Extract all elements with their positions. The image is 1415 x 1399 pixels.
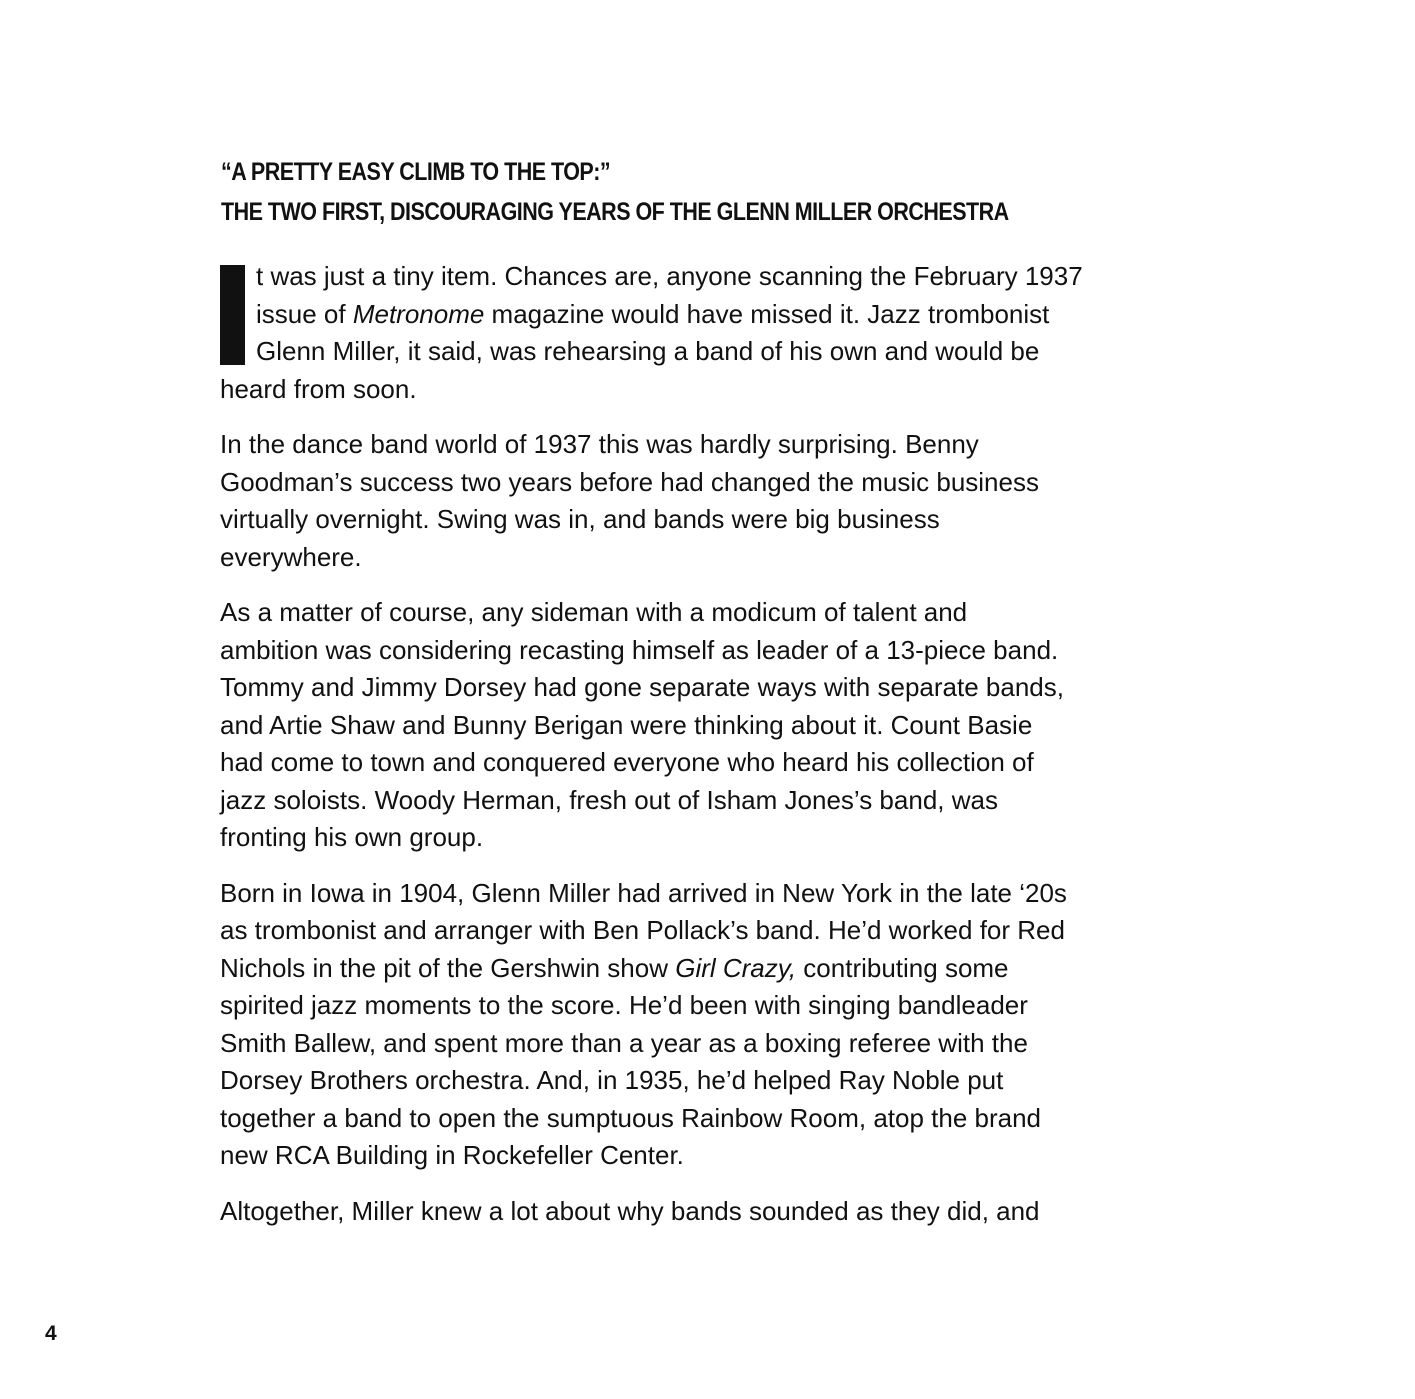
paragraph-3-line: and Artie Shaw and Bunny Berigan were thinking about it. Count Basie [220, 709, 1033, 740]
paragraph-2-line: In the dance band world of 1937 this was hardly surprising. Benny [220, 429, 979, 459]
paragraph-3 [220, 594, 1240, 857]
paragraph-4-line-4: spirited jazz moments to the score. He’d been with singing bandleader [220, 990, 1028, 1020]
paragraph-4 [220, 875, 1240, 1175]
paragraph-5 [220, 1193, 1240, 1231]
paragraph-2 [220, 426, 1240, 576]
paragraph-1-line-3: Glenn Miller, it said, was rehearsing a band of his own and would be [256, 336, 1040, 366]
paragraph-5-line-1: Altogether, Miller knew a lot about why bands sounded as they did, and [220, 1195, 1040, 1226]
paragraph-2-line: everywhere. [220, 541, 362, 572]
paragraph-4-line-2: as trombonist and arranger with Ben Pollack’s band. He’d worked for Red [220, 915, 1065, 945]
paragraph-1 [220, 258, 1240, 408]
girl-crazy-title: Girl Crazy, [675, 952, 797, 983]
paragraph-3-line: had come to town and conquered everyone who heard his collection of [220, 747, 1034, 777]
paragraph-4-line-5: Smith Ballew, and spent more than a year as a boxing referee with the [220, 1027, 1028, 1058]
paragraph-4-line-6: Dorsey Brothers orchestra. And, in 1935, he’d helped Ray Noble put [220, 1065, 1004, 1095]
paragraph-4-line-7: together a band to open the sumptuous Rainbow Room, atop the brand [220, 1102, 1042, 1133]
paragraph-3-line: As a matter of course, any sideman with a modicum of talent and [220, 597, 968, 627]
paragraph-2-line: Goodman’s success two years before had changed the music business [220, 466, 1039, 497]
paragraph-1-line-4: heard from soon. [220, 373, 417, 404]
paragraph-3-line: ambition was considering recasting himself as leader of a 13-piece band. [220, 634, 1059, 665]
paragraph-4-line-8: new RCA Building in Rockefeller Center. [220, 1140, 684, 1170]
headline-line-2: THE TWO FIRST, DISCOURAGING YEARS OF THE GLENN MILLER ORCHESTRA [221, 198, 1009, 226]
drop-cap-letter [220, 265, 245, 365]
headline-line-1: “A PRETTY EASY CLIMB TO THE TOP:” [221, 158, 611, 186]
paragraph-3-line: fronting his own group. [220, 822, 484, 852]
paragraph-4-line-1: Born in Iowa in 1904, Glenn Miller had arrived in New York in the late ‘20s [220, 877, 1067, 908]
paragraph-1-line-1: t was just a tiny item. Chances are, anyone scanning the February 1937 [256, 261, 1083, 291]
page-number: 4 [45, 1322, 57, 1345]
paragraph-4-line-3: Nichols in the pit of the Gershwin show Girl Crazy, contributing some [220, 952, 1009, 983]
paragraph-2-line: virtually overnight. Swing was in, and bands were big business [220, 504, 940, 534]
paragraph-3-line: Tommy and Jimmy Dorsey had gone separate ways with separate bands, [220, 672, 1064, 702]
article-headline [221, 152, 1090, 232]
article-body [220, 258, 1240, 1248]
metronome-title: Metronome [352, 298, 485, 329]
paragraph-1-line-2: issue of Metronome magazine would have missed it. Jazz trombonist [256, 298, 1050, 329]
paragraph-3-line: jazz soloists. Woody Herman, fresh out of Isham Jones’s band, was [220, 784, 998, 815]
